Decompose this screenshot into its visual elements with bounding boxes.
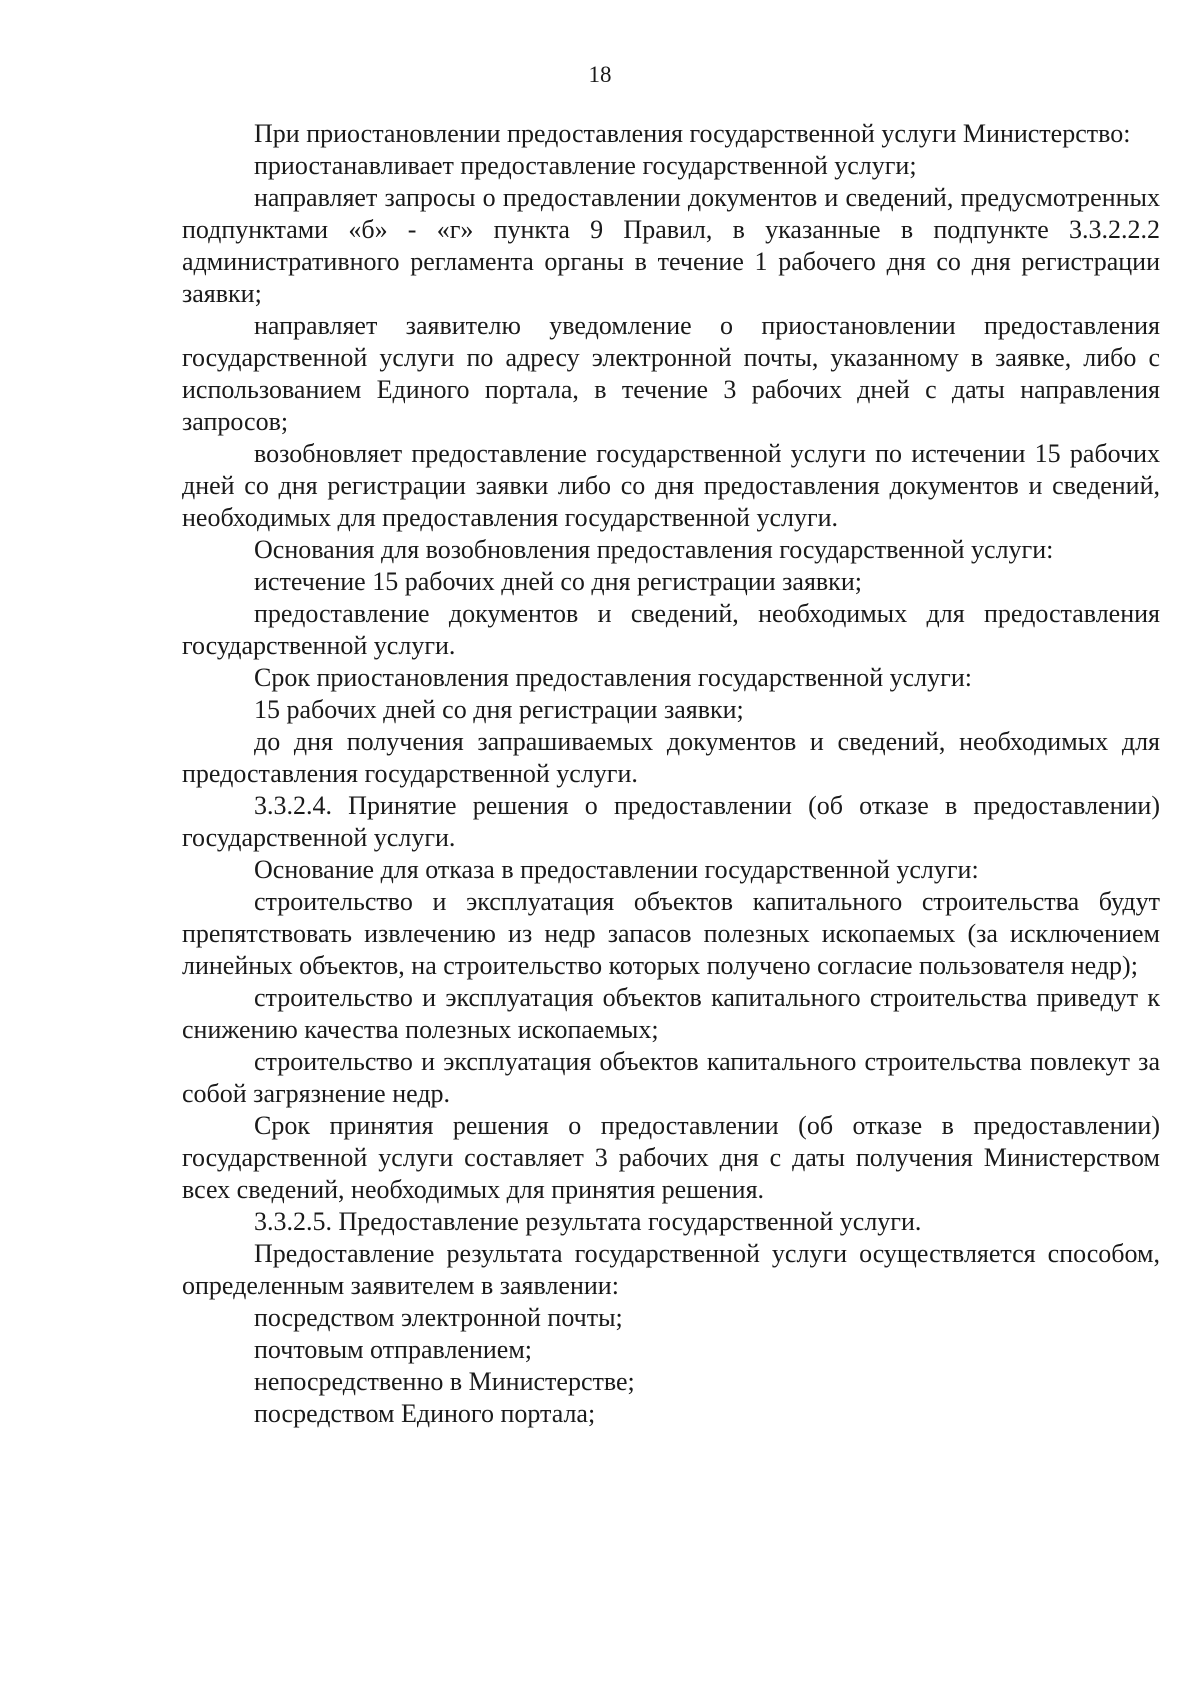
paragraph-refusal-ground-1: строительство и эксплуатация объектов капитального строительства будут препятствовать извлечению из недр запасов полезных ископаемых (за исключением линейных объектов, на строительство которых получено согласие пользователя недр); [182,887,1160,980]
paragraph-section-3-3-2-4: 3.3.2.4. Принятие решения о предоставлении (об отказе в предоставлении) государственной услуги. [182,791,1160,852]
paragraph-suspension-term-2: до дня получения запрашиваемых документов и сведений, необходимых для предоставления государственной услуги. [182,727,1160,788]
paragraph-delivery-ministry: непосредственно в Министерстве; [254,1367,635,1396]
paragraph-resumes-service: возобновляет предоставление государственной услуги по истечении 15 рабочих дней со дня регистрации заявки либо со дня предоставления документов и сведений, необходимых для предоставления государственной услуги. [182,439,1160,532]
page-number: 18 [588,62,612,87]
paragraph-section-3-3-2-5: 3.3.2.5. Предоставление результата государственной услуги. [254,1207,922,1236]
paragraph-delivery-post: почтовым отправлением; [254,1335,533,1364]
document-body [182,118,1160,1430]
paragraph-suspends-service: приостанавливает предоставление государственной услуги; [254,151,917,180]
paragraph-refusal-ground-2: строительство и эксплуатация объектов капитального строительства приведут к снижению качества полезных ископаемых; [182,983,1160,1044]
paragraph-decision-term: Срок принятия решения о предоставлении (об отказе в предоставлении) государственной услуги составляет 3 рабочих дня с даты получения Министерством всех сведений, необходимых для принятия решения. [182,1111,1160,1204]
paragraph-refusal-grounds: Основание для отказа в предоставлении государственной услуги: [254,855,979,884]
paragraph-suspension-intro: При приостановлении предоставления государственной услуги Министерство: [254,119,1131,148]
paragraph-sends-notification: направляет заявителю уведомление о приостановлении предоставления государственной услуги по адресу электронной почты, указанному в заявке, либо с использованием Единого портала, в течение 3 рабочих дней с даты направления запросов; [182,311,1160,436]
paragraph-sends-requests: направляет запросы о предоставлении документов и сведений, предусмотренных подпунктами «б» - «г» пункта 9 Правил, в указанные в подпункте 3.3.2.2.2 административного регламента органы в течение 1 рабочего дня со дня регистрации заявки; [182,183,1160,308]
paragraph-suspension-term: Срок приостановления предоставления государственной услуги: [254,663,972,692]
paragraph-delivery-portal: посредством Единого портала; [254,1399,596,1428]
paragraph-suspension-term-1: 15 рабочих дней со дня регистрации заявки; [254,695,744,724]
paragraph-resumption-ground-2: предоставление документов и сведений, необходимых для предоставления государственной услуги. [182,599,1160,660]
paragraph-delivery-email: посредством электронной почты; [254,1303,623,1332]
paragraph-refusal-ground-3: строительство и эксплуатация объектов капитального строительства повлекут за собой загрязнение недр. [182,1047,1160,1108]
paragraph-resumption-grounds: Основания для возобновления предоставления государственной услуги: [254,535,1054,564]
paragraph-result-delivery: Предоставление результата государственной услуги осуществляется способом, определенным заявителем в заявлении: [182,1239,1160,1300]
paragraph-resumption-ground-1: истечение 15 рабочих дней со дня регистрации заявки; [254,567,862,596]
